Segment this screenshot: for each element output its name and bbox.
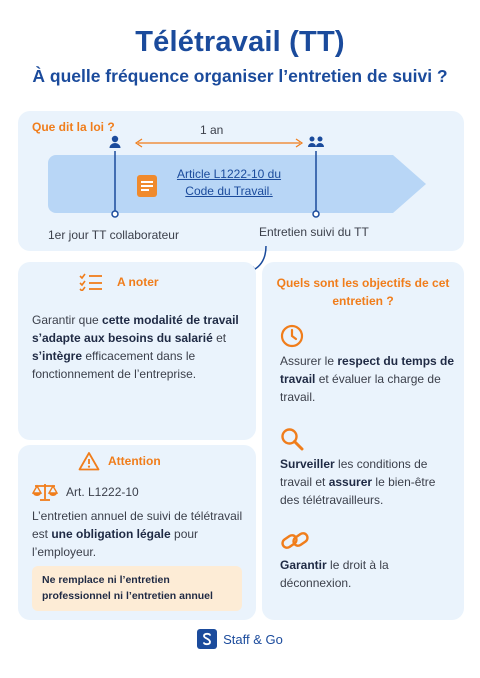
objective-item-disconnect: Garantir le droit à la déconnexion. (280, 530, 456, 592)
clock-icon (280, 324, 304, 348)
attention-heading: Attention (108, 454, 161, 468)
duration-label: 1 an (200, 123, 224, 137)
checklist-icon (79, 273, 103, 291)
attention-header (78, 451, 161, 471)
page-title: Télétravail (TT) (135, 26, 345, 58)
note-text: Garantir que cette modalité de travail s’adapte aux besoins du salarié et s’intègre efficacement dans le fonctionnement de l’entreprise. (32, 313, 239, 381)
page-subtitle: À quelle fréquence organiser l’entretien de suivi ? (32, 66, 448, 86)
brand-logo-icon (197, 629, 217, 649)
law-panel (18, 111, 464, 251)
objectives-panel (262, 262, 464, 620)
end-label: Entretien suivi du TT (259, 225, 369, 239)
law-heading: Que dit la loi ? (32, 120, 115, 134)
footer (0, 629, 480, 649)
warning-icon (78, 451, 100, 471)
start-marker (108, 135, 122, 219)
article-line-1: Article L1222-10 du (176, 167, 282, 181)
start-label: 1er jour TT collaborateur (48, 228, 179, 242)
brand-name: Staff & Go (223, 631, 283, 647)
attention-panel (18, 445, 256, 620)
duration-arrow (134, 138, 304, 148)
meeting-marker (308, 135, 324, 219)
note-heading: A noter (117, 275, 159, 289)
book-icon (136, 174, 158, 198)
objective-item-time: Assurer le respect du temps de travail et évaluer la charge de travail. (280, 324, 456, 406)
magnifier-icon (280, 427, 304, 451)
article-link[interactable] (166, 166, 292, 200)
attention-warning-box: Ne remplace ni l’entretien professionnel ni l’entretien annuel (32, 566, 242, 611)
objectives-heading: Quels sont les objectifs de cet entretien ? (276, 276, 450, 308)
attention-article (32, 482, 139, 502)
link-icon (280, 530, 310, 552)
article-line-2: Code du Travail. (185, 184, 273, 198)
note-header (79, 273, 159, 291)
objective-item-conditions: Surveiller les conditions de travail et assurer le bien-être des télétravailleurs. (280, 427, 456, 509)
attention-text: L’entretien annuel de suivi de télétravail est une obligation légale pour l’employeur. (32, 509, 243, 559)
attention-article-text: Art. L1222-10 (66, 485, 139, 499)
scale-icon (32, 482, 58, 502)
note-panel (18, 262, 256, 440)
